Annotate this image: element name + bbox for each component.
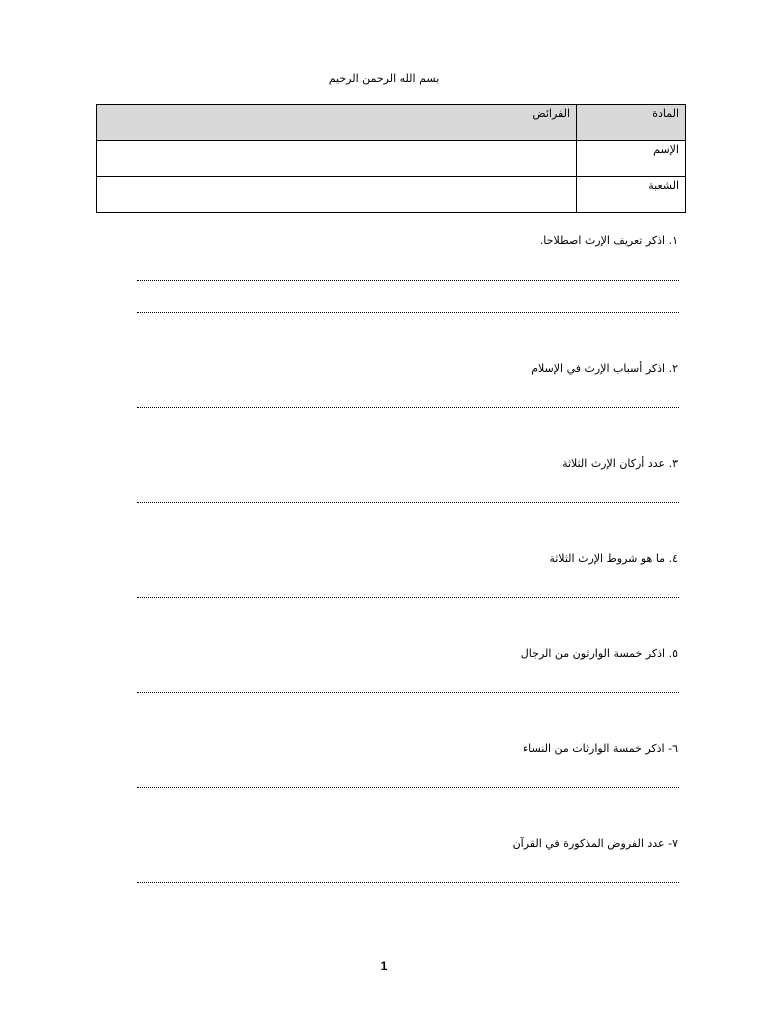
section-row <box>97 177 686 213</box>
question-7: ٧- عدد الفروض المذكورة في القرآن <box>512 837 678 850</box>
answer-line-5[interactable] <box>137 692 679 693</box>
question-6: ٦- اذكر خمسة الوارثات من النساء <box>522 742 678 755</box>
page-number: 1 <box>380 959 388 973</box>
name-field[interactable] <box>97 141 577 177</box>
section-label: الشعبة <box>577 177 686 213</box>
answer-line-1a[interactable] <box>137 280 679 281</box>
question-5: ٥. اذكر خمسة الوارثون من الرجال <box>520 647 678 660</box>
answer-line-7[interactable] <box>137 882 679 883</box>
question-1: ١. اذكر تعريف الإرث اصطلاحا. <box>539 234 678 247</box>
section-field[interactable] <box>97 177 577 213</box>
answer-line-4[interactable] <box>137 597 679 598</box>
question-3: ٣. عدد أركان الإرث الثلاثة <box>562 457 678 470</box>
answer-line-2[interactable] <box>137 407 679 408</box>
basmala-heading: بسم الله الرحمن الرحيم <box>328 72 440 85</box>
subject-value: الفرائض <box>97 105 577 141</box>
answer-line-6[interactable] <box>137 787 679 788</box>
question-4: ٤. ما هو شروط الإرث الثلاثة <box>549 552 678 565</box>
answer-line-3[interactable] <box>137 502 679 503</box>
name-label: الإسم <box>577 141 686 177</box>
answer-line-1b[interactable] <box>137 312 679 313</box>
student-info-table <box>96 104 686 213</box>
question-2: ٢. اذكر أسباب الإرث في الإسلام <box>531 362 678 375</box>
name-row <box>97 141 686 177</box>
subject-row <box>97 105 686 141</box>
subject-label: المادة <box>577 105 686 141</box>
